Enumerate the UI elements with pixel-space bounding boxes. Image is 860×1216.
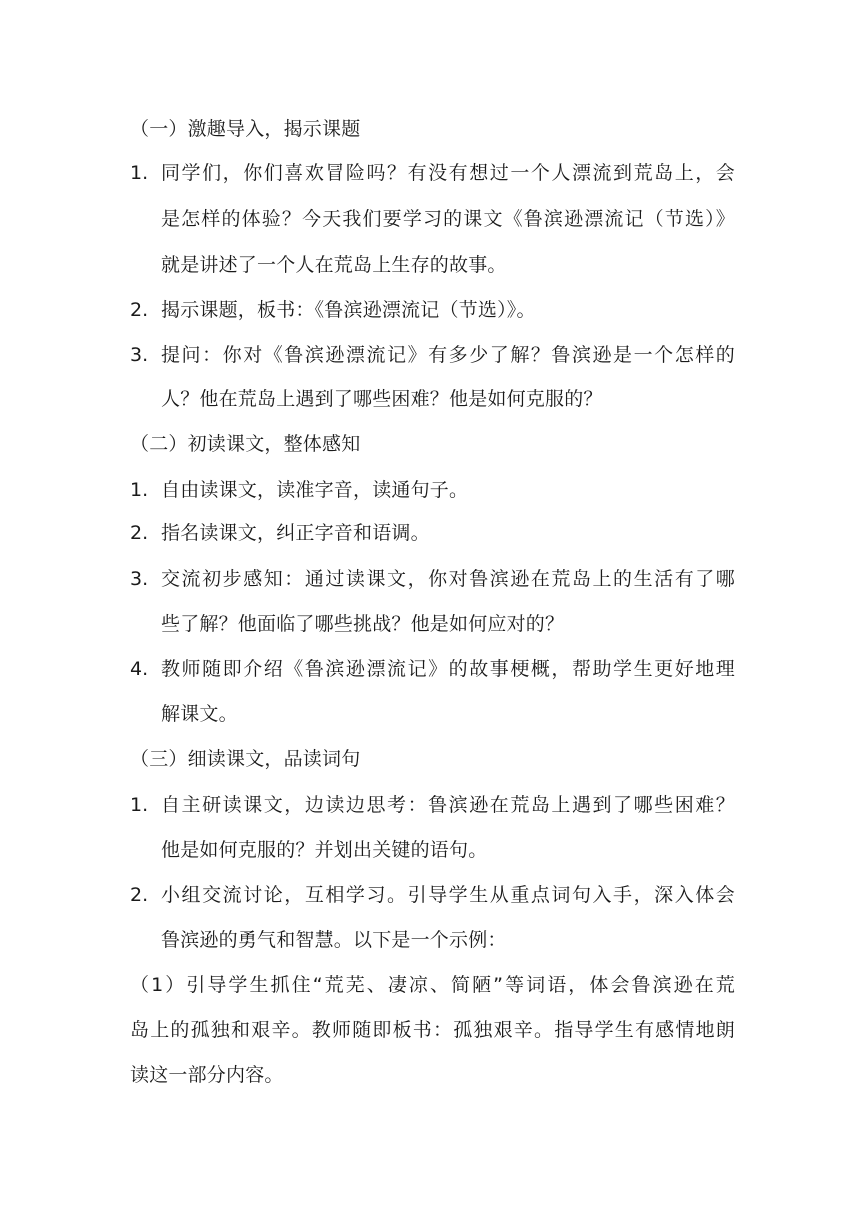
list-item-line: 自主研读课文，边读边思考：鲁滨逊在荒岛上遇到了哪些困难？ <box>161 794 735 816</box>
list-number: 2. <box>130 299 149 321</box>
section-heading: （一）激趣导入，揭示课题 <box>130 118 361 140</box>
list-number: 4. <box>130 658 149 680</box>
list-item-line: 自由读课文，读准字音，读通句子。 <box>161 479 469 501</box>
section-heading: （三）细读课文，品读词句 <box>130 748 361 770</box>
list-item-line: 教师随即介绍《鲁滨逊漂流记》的故事梗概，帮助学生更好地理 <box>161 658 735 680</box>
list-item-line: 同学们，你们喜欢冒险吗？有没有想过一个人漂流到荒岛上，会 <box>161 162 735 184</box>
section-heading: （二）初读课文，整体感知 <box>130 433 361 455</box>
list-item-line: 是怎样的体验？今天我们要学习的课文《鲁滨逊漂流记（节选）》 <box>161 208 735 230</box>
example-paragraph-line: 读这一部分内容。 <box>130 1064 284 1086</box>
list-number: 3. <box>130 344 149 366</box>
list-number: 2. <box>130 522 149 544</box>
list-item-line: 就是讲述了一个人在荒岛上生存的故事。 <box>161 254 507 276</box>
example-paragraph-line: （1）引导学生抓住“荒芜、凄凉、简陋”等词语，体会鲁滨逊在荒 <box>130 974 735 996</box>
list-item-line: 揭示课题，板书：《鲁滨逊漂流记（节选）》。 <box>161 299 536 321</box>
list-number: 2. <box>130 884 149 906</box>
list-item-line: 解课文。 <box>161 703 238 725</box>
list-number: 3. <box>130 568 149 590</box>
list-item-line: 他是如何克服的？并划出关键的语句。 <box>161 839 488 861</box>
list-number: 1. <box>130 479 149 501</box>
list-item-line: 交流初步感知：通过读课文，你对鲁滨逊在荒岛上的生活有了哪 <box>161 568 735 590</box>
list-item-line: 小组交流讨论，互相学习。引导学生从重点词句入手，深入体会 <box>161 884 735 906</box>
list-item-line: 提问：你对《鲁滨逊漂流记》有多少了解？鲁滨逊是一个怎样的 <box>161 344 735 366</box>
example-paragraph-line: 岛上的孤独和艰辛。教师随即板书：孤独艰辛。指导学生有感情地朗 <box>130 1019 735 1041</box>
list-item-line: 些了解？他面临了哪些挑战？他是如何应对的？ <box>161 613 565 635</box>
list-number: 1. <box>130 794 149 816</box>
list-number: 1. <box>130 162 149 184</box>
list-item-line: 鲁滨逊的勇气和智慧。以下是一个示例： <box>161 929 507 951</box>
list-item-line: 指名读课文，纠正字音和语调。 <box>161 522 430 544</box>
list-item-line: 人？他在荒岛上遇到了哪些困难？他是如何克服的？ <box>161 388 603 410</box>
